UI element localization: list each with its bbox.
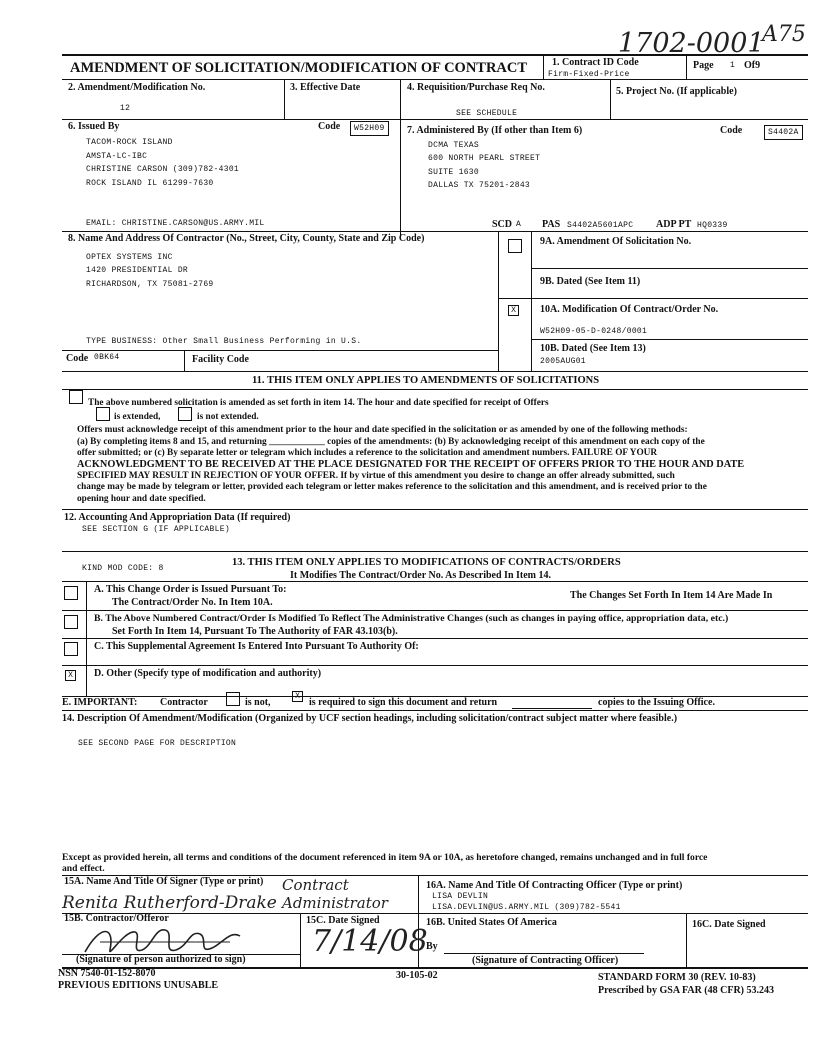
item13a-checkbox[interactable]	[64, 586, 78, 600]
item10b-value: 2005AUG01	[540, 357, 586, 366]
item15c-label: 15C. Date Signed	[306, 915, 380, 926]
item13b-checkbox[interactable]	[64, 615, 78, 629]
item16b-label: 16B. United States Of America	[426, 917, 557, 928]
by-label: By	[426, 941, 438, 952]
item13d-line: D. Other (Specify type of modification and authority)	[94, 668, 322, 679]
nsn-number: NSN 7540-01-152-8070	[58, 968, 156, 979]
item13b-line1: B. The Above Numbered Contract/Order Is Modified To Reflect The Administrative Changes (such as changes in paying office, appropriation data, etc.)	[94, 613, 729, 624]
signature-officer-label: (Signature of Contracting Officer)	[472, 955, 619, 966]
amendment-no-label: 2. Amendment/Modification No.	[68, 82, 206, 93]
issued-line-1: TACOM-ROCK ISLAND	[86, 138, 173, 147]
item11-para-3: offer submitted; or (c) By separate letter or telegram which includes a reference to the solicitation and amendment numbers. FAILURE OF YOUR	[77, 448, 658, 458]
item11-line1: The above numbered solicitation is amended as set forth in item 14. The hour and date specified for receipt of Offers	[88, 398, 549, 408]
item16a-label: 16A. Name And Title Of Contracting Officer (Type or print)	[426, 880, 683, 891]
item11-para-7: opening hour and date specified.	[77, 494, 206, 504]
issued-code-value: W52H09	[350, 121, 389, 136]
handwritten-signer-name: Renita Rutherford-Drake	[62, 893, 277, 913]
is-not-label: is not,	[245, 697, 271, 708]
pas-label: PAS	[542, 219, 561, 230]
item15a-label: 15A. Name And Title Of Signer (Type or print)	[64, 876, 264, 887]
important-contractor: Contractor	[160, 697, 208, 708]
requisition-value: SEE SCHEDULE	[456, 109, 518, 118]
previous-editions: PREVIOUS EDITIONS UNUSABLE	[58, 980, 219, 991]
item10a-value: W52H09-05-D-0248/0001	[540, 327, 648, 336]
contracting-officer-name: LISA DEVLIN	[432, 892, 489, 901]
admin-code-label: Code	[720, 125, 743, 136]
contractor-line-3: RICHARDSON, TX 75081-2769	[86, 280, 214, 289]
issued-line-2: AMSTA-LC-IBC	[86, 152, 148, 161]
item13d-checkbox[interactable]: X	[65, 670, 76, 681]
adp-value: HQ0339	[697, 221, 728, 230]
issued-email: EMAIL: CHRISTINE.CARSON@US.ARMY.MIL	[86, 219, 265, 228]
standard-form: STANDARD FORM 30 (REV. 10-83)	[598, 972, 756, 983]
important-label: E. IMPORTANT:	[62, 697, 138, 708]
form-title: AMENDMENT OF SOLICITATION/MODIFICATION OF CONTRACT	[70, 60, 528, 76]
contractor-line-1: OPTEX SYSTEMS INC	[86, 253, 173, 262]
administered-by-label: 7. Administered By (If other than Item 6)	[407, 125, 583, 136]
item15b-label: 15B. Contractor/Offeror	[64, 913, 169, 924]
adp-label: ADP PT	[656, 219, 692, 230]
amendment-no-value: 12	[120, 104, 131, 113]
scd-value: A	[516, 220, 522, 229]
contractor-line-2: 1420 PRESIDENTIAL DR	[86, 266, 189, 275]
item13a-right: The Changes Set Forth In Item 14 Are Made In	[570, 590, 773, 601]
contractor-code-label: Code	[66, 353, 89, 364]
kind-mod-code: KIND MOD CODE: 8	[82, 564, 164, 573]
item11-checkbox[interactable]	[69, 390, 83, 404]
item12-value: SEE SECTION G (IF APPLICABLE)	[82, 525, 230, 534]
item11-para-4: ACKNOWLEDGMENT TO BE RECEIVED AT THE PLACE DESIGNATED FOR THE RECEIPT OF OFFERS PRIOR TO THE HOUR AND DATE	[77, 459, 745, 470]
effective-date-label: 3. Effective Date	[290, 82, 361, 93]
item11-para-5: SPECIFIED MAY RESULT IN REJECTION OF YOUR OFFER. If by virtue of this amendment you desire to change an offer already submitted, such	[77, 471, 675, 481]
item10a-label: 10A. Modification Of Contract/Order No.	[540, 304, 719, 315]
issued-by-label: 6. Issued By	[68, 121, 120, 132]
contracting-officer-email: LISA.DEVLIN@US.ARMY.MIL (309)782-5541	[432, 903, 621, 912]
prescribed-by: Prescribed by GSA FAR (48 CFR) 53.243	[598, 985, 775, 996]
admin-code-value: S4402A	[764, 125, 803, 140]
handwritten-date-signed: 7/14/08	[312, 924, 428, 959]
issued-line-3: CHRISTINE CARSON (309)782-4301	[86, 165, 240, 174]
form-code: 30-105-02	[396, 970, 438, 981]
page-of: Of9	[744, 60, 761, 71]
is-required-label: is required to sign this document and return	[309, 697, 498, 708]
copies-label: copies to the Issuing Office.	[598, 697, 715, 708]
not-extended-checkbox[interactable]	[178, 407, 192, 421]
item9a-checkbox[interactable]	[508, 239, 522, 253]
page-number: 1	[730, 61, 736, 70]
item13a-line1: A. This Change Order is Issued Pursuant To:	[94, 584, 287, 595]
item11-para-6: change may be made by telegram or letter, provided each telegram or letter makes reference to the solicitation and this amendment, and is received prior to the	[77, 482, 707, 492]
handwritten-code: A75	[762, 22, 806, 47]
type-business: TYPE BUSINESS: Other Small Business Performing in U.S.	[86, 337, 362, 346]
is-required-checkbox[interactable]: X	[292, 691, 303, 702]
handwritten-signer-title: Contract Administrator	[282, 876, 388, 912]
page-label: Page	[693, 60, 714, 71]
admin-line-1: DCMA TEXAS	[428, 141, 480, 150]
item13-title: 13. THIS ITEM ONLY APPLIES TO MODIFICATIONS OF CONTRACTS/ORDERS	[232, 557, 621, 568]
item10-checkbox[interactable]: X	[508, 305, 519, 316]
contract-id-label: 1. Contract ID Code	[552, 57, 639, 68]
item13-subtitle: It Modifies The Contract/Order No. As Described In Item 14.	[290, 570, 551, 581]
not-extended-label: is not extended.	[197, 412, 259, 422]
scd-label: SCD	[492, 219, 513, 230]
contract-id-value: Firm-Fixed-Price	[548, 70, 630, 79]
item11-title: 11. THIS ITEM ONLY APPLIES TO AMENDMENTS OF SOLICITATIONS	[252, 375, 600, 386]
item13c-checkbox[interactable]	[64, 642, 78, 656]
extended-label: is extended,	[114, 412, 161, 422]
admin-line-2: 600 NORTH PEARL STREET	[428, 154, 541, 163]
item11-para-2: (a) By completing items 8 and 15, and returning ____________ copies of the amendments: (b) By acknowledging receipt of this amendment on each copy of the	[77, 437, 705, 447]
except-line-1: Except as provided herein, all terms and conditions of the document referenced in item 9A or 10A, as heretofore changed, remains unchanged and in full force	[62, 852, 708, 863]
admin-line-3: SUITE 1630	[428, 168, 480, 177]
extended-checkbox[interactable]	[96, 407, 110, 421]
item10b-label: 10B. Dated (See Item 13)	[540, 343, 646, 354]
item12-label: 12. Accounting And Appropriation Data (If required)	[64, 512, 291, 523]
contractor-code-value: 0BK64	[94, 353, 120, 362]
except-line-2: and effect.	[62, 863, 105, 874]
item13b-line2: Set Forth In Item 14, Pursuant To The Authority of FAR 43.103(b).	[112, 626, 398, 637]
item9b-label: 9B. Dated (See Item 11)	[540, 276, 641, 287]
handwritten-document-number: 1702-0001	[618, 28, 765, 59]
item14-label: 14. Description Of Amendment/Modification (Organized by UCF section headings, including solicitation/contract subject matter where feasible.)	[62, 713, 678, 724]
pas-value: S4402A5601APC	[567, 221, 634, 230]
is-not-checkbox[interactable]	[226, 692, 240, 706]
admin-line-4: DALLAS TX 75201-2843	[428, 181, 531, 190]
project-no-label: 5. Project No. (If applicable)	[616, 86, 737, 97]
issued-code-label: Code	[318, 121, 341, 132]
item13c-line: C. This Supplemental Agreement Is Entered Into Pursuant To Authority Of:	[94, 641, 419, 652]
item16c-label: 16C. Date Signed	[692, 919, 766, 930]
item9a-label: 9A. Amendment Of Solicitation No.	[540, 236, 692, 247]
item13a-line2: The Contract/Order No. In Item 10A.	[112, 597, 273, 608]
item14-value: SEE SECOND PAGE FOR DESCRIPTION	[78, 739, 237, 748]
facility-code-label: Facility Code	[192, 354, 249, 365]
contractor-label: 8. Name And Address Of Contractor (No., Street, City, County, State and Zip Code)	[68, 233, 425, 244]
signature-person-label: (Signature of person authorized to sign)	[76, 954, 246, 965]
issued-line-4: ROCK ISLAND IL 61299-7630	[86, 179, 214, 188]
requisition-label: 4. Requisition/Purchase Req No.	[407, 82, 545, 93]
item11-para-1: Offers must acknowledge receipt of this amendment prior to the hour and date specified in the solicitation or as amended by one of the following methods:	[77, 425, 688, 435]
